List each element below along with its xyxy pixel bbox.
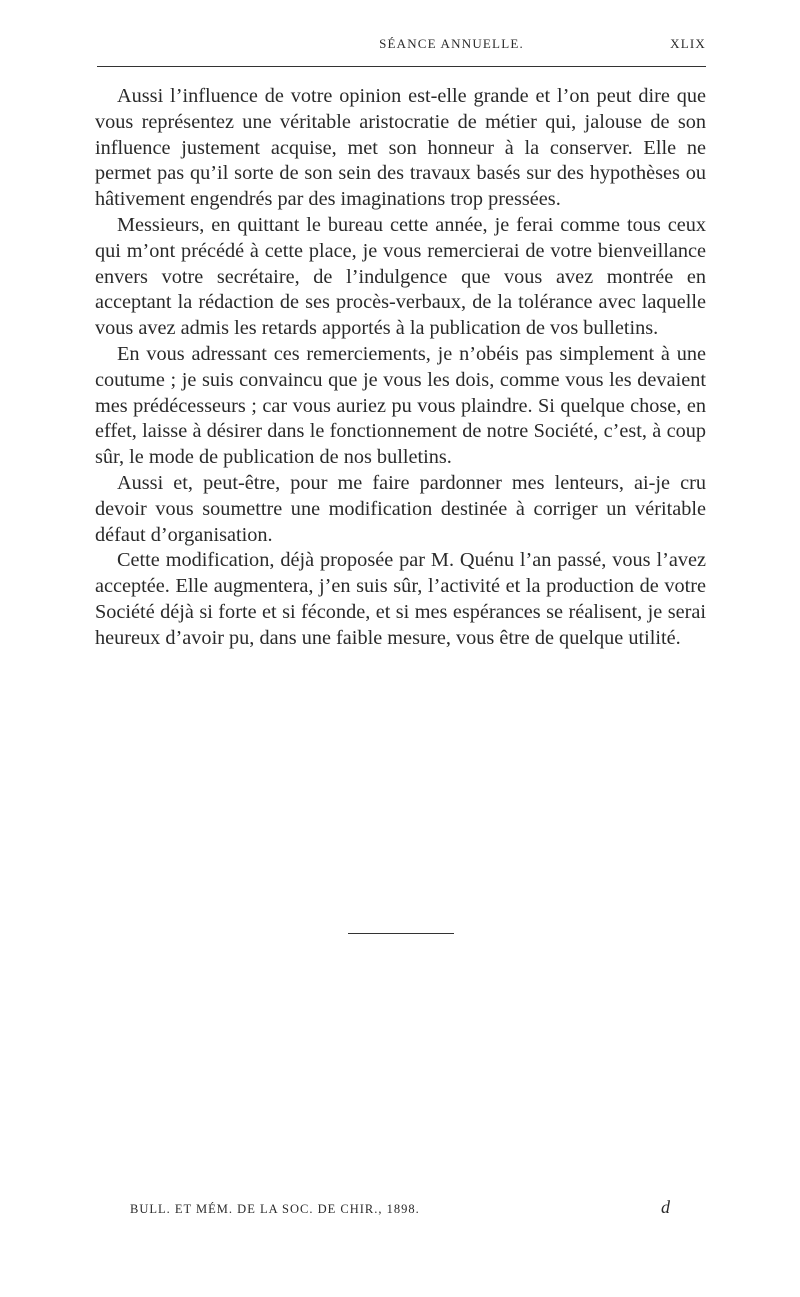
paragraph: Messieurs, en quittant le bureau cette année, je ferai comme tous ceux qui m’ont précédé à cette place, je vous remercierai de votre bienveillance envers votre secrétaire, de l’indulgence que vous avez montrée en acceptant la rédaction de ses procès-verbaux, de la tolérance avec laquelle vous avez admis les retards apportés à la publication de vos bulletins. (95, 213, 706, 340)
running-header (97, 32, 706, 56)
paragraph: En vous adressant ces remerciements, je n’obéis pas simplement à une coutume ; je suis convaincu que je vous les dois, comme vous les devaient mes prédécesseurs ; car vous auriez pu vous plaindre. Si quelque chose, en effet, laisse à désirer dans le fonctionnement de notre Société, c’est, à coup sûr, le mode de publication de nos bulletins. (95, 342, 706, 469)
running-head-title: SÉANCE ANNUELLE. (379, 36, 524, 51)
footer-citation: BULL. ET MÉM. DE LA SOC. DE CHIR., 1898. (130, 1202, 420, 1216)
page-footer (130, 1197, 670, 1226)
body-text (95, 84, 706, 652)
paragraph: Cette modification, déjà proposée par M. Quénu l’an passé, vous l’avez acceptée. Elle augmentera, j’en suis sûr, l’activité et la production de votre Société déjà si forte et si féconde, et si mes espérances se réalisent, je serai heureux d’avoir pu, dans une faible mesure, vous être de quelque utilité. (95, 549, 706, 649)
page-number: XLIX (670, 36, 706, 51)
end-of-section-rule (348, 933, 454, 934)
paragraph: Aussi l’influence de votre opinion est-elle grande et l’on peut dire que vous représentez une véritable aristocratie de métier qui, jalouse de son influence justement acquise, met son honneur à la conserver. Elle ne permet pas qu’il sorte de son sein des travaux basés sur des hypothèses ou hâtivement engendrés par des imaginations trop pressées. (95, 85, 706, 211)
header-rule (97, 66, 706, 67)
signature-mark: d (661, 1197, 670, 1217)
paragraph: Aussi et, peut-être, pour me faire pardonner mes lenteurs, ai-je cru devoir vous soumettre une modification destinée à corriger un véritable défaut d’organisation. (95, 471, 706, 546)
